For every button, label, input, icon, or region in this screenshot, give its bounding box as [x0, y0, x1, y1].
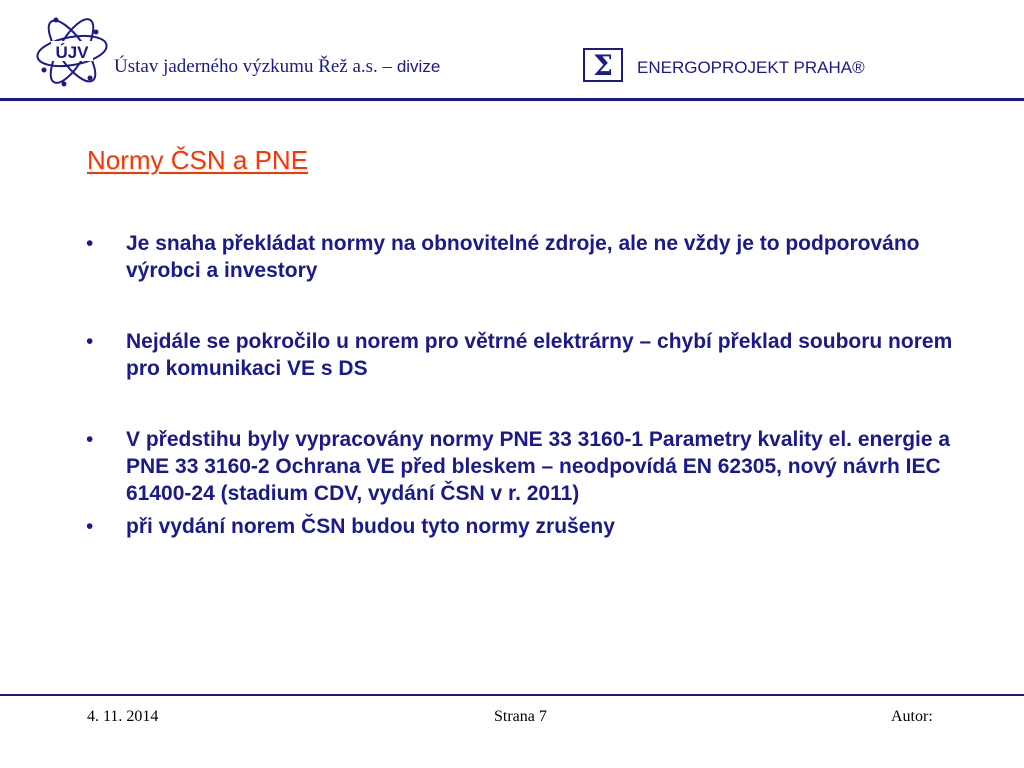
organization-name: [114, 56, 440, 78]
footer-page-number: Strana 7: [494, 708, 547, 725]
footer-date: 4. 11. 2014: [87, 708, 159, 725]
bullet-icon: •: [86, 428, 94, 451]
bullet-text: V předstihu byly vypracovány normy PNE 33 3160-1 Parametry kvality el. energie a PNE 33 3160-2 Ochrana VE před bleskem – neodpovídá EN 62305, nový návrh IEC 61400-24 (stadium CDV, vydání ČSN v r. 2011): [126, 428, 951, 505]
bullet-item: [86, 426, 966, 507]
logo-text: ÚJV: [55, 43, 89, 62]
bullet-item: [86, 513, 966, 540]
bullet-text: při vydání norem ČSN budou tyto normy zrušeny: [126, 515, 615, 538]
header-divider: [0, 98, 1024, 101]
bullet-item: [86, 230, 966, 284]
sigma-icon: Σ: [593, 49, 613, 82]
ujv-atom-logo: [34, 12, 110, 90]
bullet-text: Je snaha překládat normy na obnovitelné zdroje, ale ne vždy je to podporováno výrobci a investory: [126, 232, 920, 282]
footer-author: Autor:: [891, 708, 933, 725]
bullet-icon: •: [86, 515, 94, 538]
bullet-list: [86, 230, 966, 540]
bullet-icon: •: [86, 330, 94, 353]
divize-label: divize: [396, 57, 441, 76]
slide-header: [0, 0, 1024, 100]
bullet-icon: •: [86, 232, 94, 255]
energoprojekt-sigma-logo: [583, 48, 623, 82]
bullet-item: [86, 328, 966, 382]
org-name-text: Ústav jaderného výzkumu Řež a.s. –: [114, 56, 393, 77]
slide-title: Normy ČSN a PNE: [87, 145, 309, 175]
footer-divider: [0, 694, 1024, 696]
energoprojekt-name: ENERGOPROJEKT PRAHA®: [637, 58, 865, 77]
bullet-text: Nejdále se pokročilo u norem pro větrné elektrárny – chybí překlad souboru norem pro komunikaci VE s DS: [126, 330, 953, 380]
